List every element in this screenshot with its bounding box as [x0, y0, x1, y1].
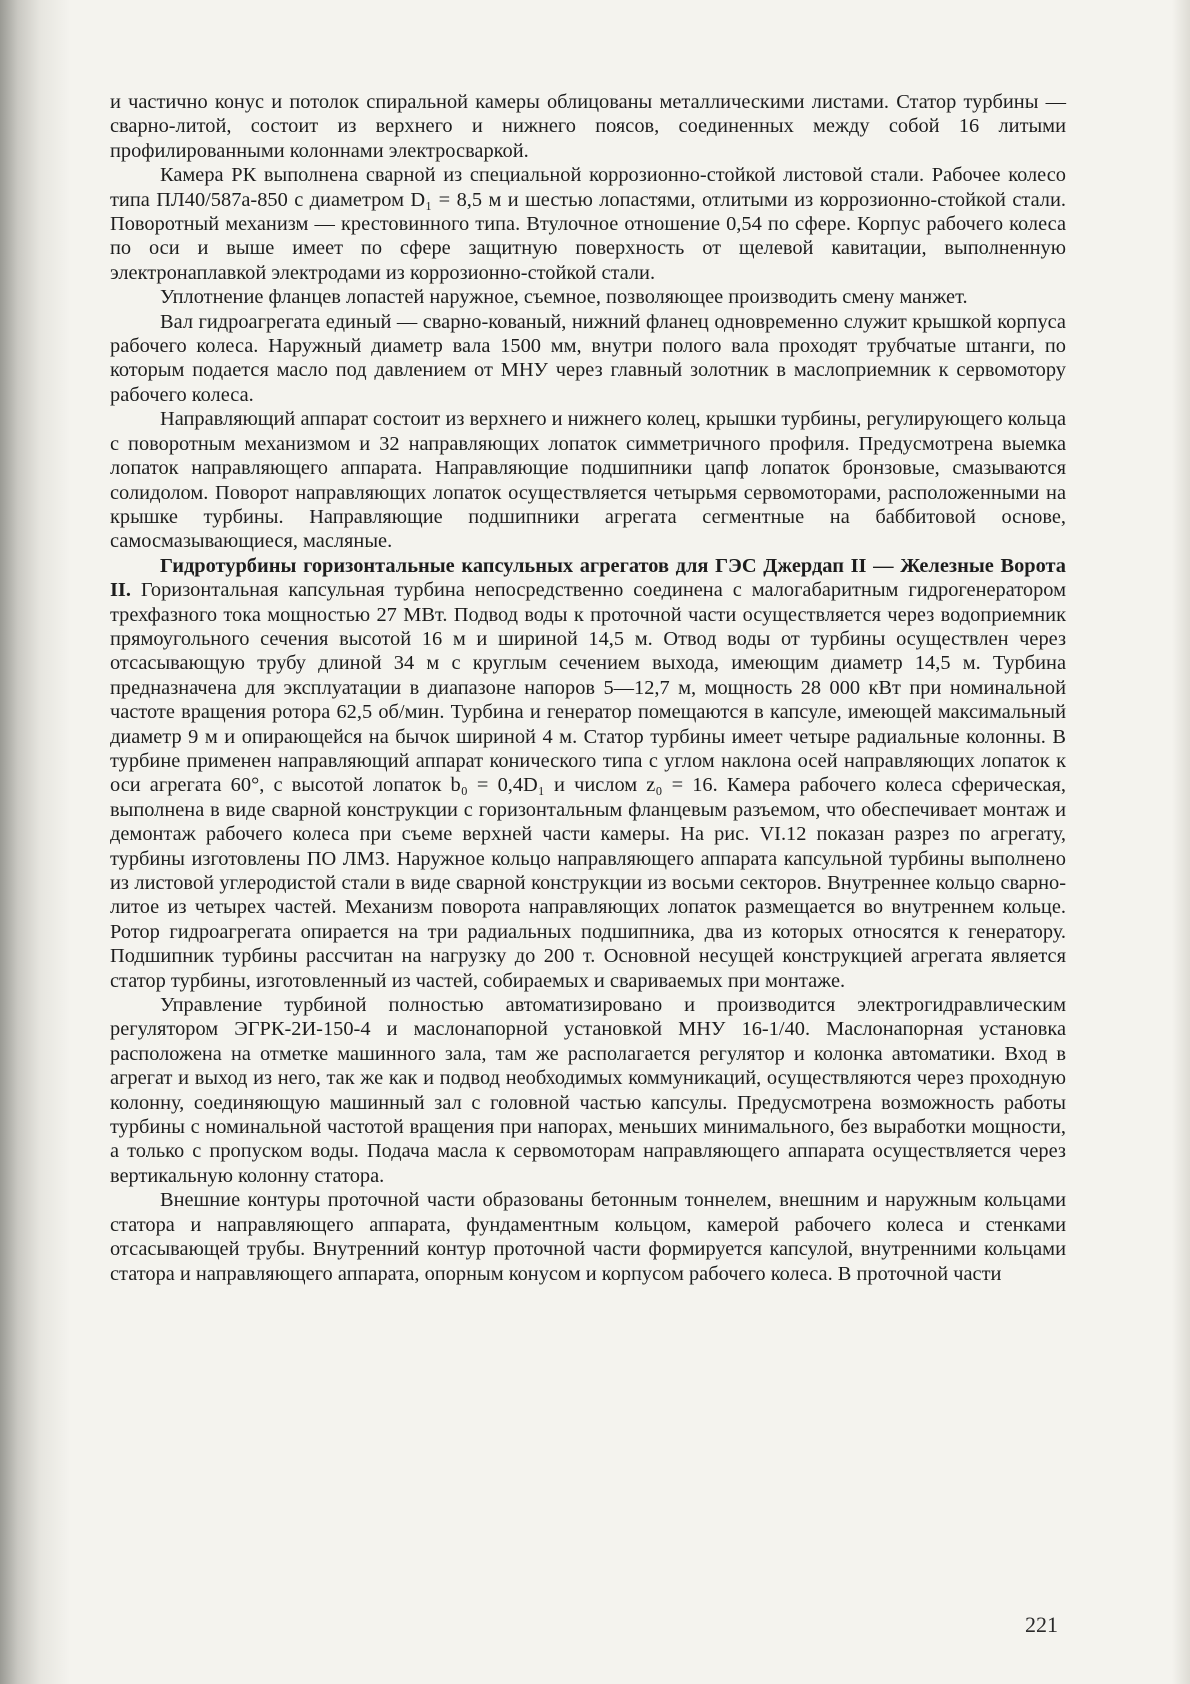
page-number: 221 — [1025, 1612, 1058, 1637]
paragraph-stator — [110, 90, 1066, 163]
paragraph-text: Управление турбиной полностью автоматизировано и производится электрогидравлическим регулятором ЭГРК-2И-150-4 и маслонапорной установкой МНУ 16-1/40. Маслонапорная установка расположена на отметке машинного зала, там же располагается регулятор и колонка автоматики. Вход в агрегат и выход из него, так же как и подвод необходимых коммуникаций, осуществляются через проходную колонну, соединяющую машинный зал с головной частью капсулы. Предусмотрена возможность работы турбины с номинальной частотой вращения при напорах, меньших минимального, без выработки мощности, а только с пропуском воды. Подача масла к сервомоторам направляющего аппарата осуществляется через вертикальную колонну статора. — [110, 994, 1066, 1187]
paragraph-bulb-turbines — [110, 554, 1066, 993]
paragraph-blade-seal — [110, 285, 1066, 309]
paragraph-text: Камера РК выполнена сварной из специальной коррозионно-стойкой листовой стали. Рабочее колесо типа ПЛ40/587а-850 с диаметром D₁ = 8,5 м и шестью лопастями, отлитыми из коррозионно-стойкой стали. Поворотный механизм — крестовинного типа. Втулочное отношение 0,54 по сфере. Корпус рабочего колеса по оси и выше имеет по сфере защитную поверхность от щелевой кавитации, выполненную электронаплавкой электродами из коррозионно-стойкой стали. — [110, 164, 1066, 284]
paragraph-text: Направляющий аппарат состоит из верхнего и нижнего колец, крышки турбины, регулирующего кольца с поворотным механизмом и 32 направляющих лопаток симметричного профиля. Предусмотрена выемка лопаток направляющего аппарата. Направляющие подшипники цапф лопаток бронзовые, смазываются солидолом. Поворот направляющих лопаток осуществляется четырьмя сервомоторами, расположенными на крышке турбины. Направляющие подшипники агрегата сегментные на баббитовой основе, самосмазывающиеся, масляные. — [110, 408, 1066, 553]
paragraph-control — [110, 993, 1066, 1188]
paragraph-flow-contours — [110, 1188, 1066, 1286]
section-heading-inline: Гидротурбины горизонтальные капсульных агрегатов для ГЭС Джердап II — Железные Ворота II. — [110, 554, 1066, 602]
paragraph-text: и частично конус и потолок спиральной камеры облицованы металлическими листами. Статор турбины — сварно-литой, состоит из верхнего и нижнего поясов, соединенных между собой 16 литыми профилированными колоннами электросваркой. — [110, 91, 1066, 162]
scan-edge-shadow — [0, 0, 70, 1684]
paragraph-text: Горизонтальная капсульная турбина непосредственно соединена с малогабаритным гидрогенератором трехфазного тока мощностью 27 МВт. Подвод воды к проточной части осуществляется через водоприемник прямоугольного сечения высотой 16 м и шириной 14,5 м. Отвод воды от турбины осуществлен через отсасывающую трубу длиной 34 м с круглым сечением выхода, имеющим диаметр 14,5 м. Турбина предназначена для эксплуатации в диапазоне напоров 5—12,7 м, мощность 28 000 кВт при номинальной частоте вращения ротора 62,5 об/мин. Турбина и генератор помещаются в капсуле, имеющей максимальный диаметр 9 м и опирающейся на бычок шириной 4 м. Статор турбины имеет четыре радиальные колонны. В турбине применен направляющий аппарат конического типа с углом наклона осей направляющих лопаток к оси агрегата 60°, с высотой лопаток b₀ = 0,4D₁ и числом z₀ = 16. Камера рабочего колеса сферическая, выполнена в виде сварной конструкции с горизонтальным фланцевым разъемом, что обеспечивает монтаж и демонтаж рабочего колеса при съеме верхней части камеры. На рис. VI.12 показан разрез по агрегату, турбины изготовлены ПО ЛМЗ. Наружное кольцо направляющего аппарата капсульной турбины выполнено из листовой углеродистой стали в виде сварной конструкции из восьми секторов. Внутреннее кольцо сварно-литое из четырех частей. Механизм поворота направляющих лопаток размещается во внутреннем кольце. Ротор гидроагрегата опирается на три радиальных подшипника, два из которых относятся к генератору. Подшипник турбины рассчитан на нагрузку до 200 т. Основной несущей конструкцией агрегата является статор турбины, изготовленный из частей, собираемых и свариваемых при монтаже. — [110, 579, 1066, 992]
paragraph-shaft — [110, 310, 1066, 408]
paragraph-text: Уплотнение фланцев лопастей наружное, съемное, позволяющее производить смену манжет. — [160, 286, 968, 309]
paragraph-runner-chamber — [110, 163, 1066, 285]
page-body — [110, 90, 1066, 1286]
paragraph-guide-apparatus — [110, 407, 1066, 553]
paragraph-text: Вал гидроагрегата единый — сварно-кованый, нижний фланец одновременно служит крышкой корпуса рабочего колеса. Наружный диаметр вала 1500 мм, внутри полого вала проходят трубчатые штанги, по которым подается масло под давлением от МНУ через главный золотник в маслоприемник к сервомотору рабочего колеса. — [110, 310, 1066, 406]
paragraph-text: Внешние контуры проточной части образованы бетонным тоннелем, внешним и наружным кольцами статора и направляющего аппарата, фундаментным кольцом, камерой рабочего колеса и стенками отсасывающей трубы. Внутренний контур проточной части формируется капсулой, внутренними кольцами статора и направляющего аппарата, опорным конусом и корпусом рабочего колеса. В проточной части — [110, 1189, 1066, 1285]
scan-edge-shadow-right — [1172, 0, 1190, 1684]
